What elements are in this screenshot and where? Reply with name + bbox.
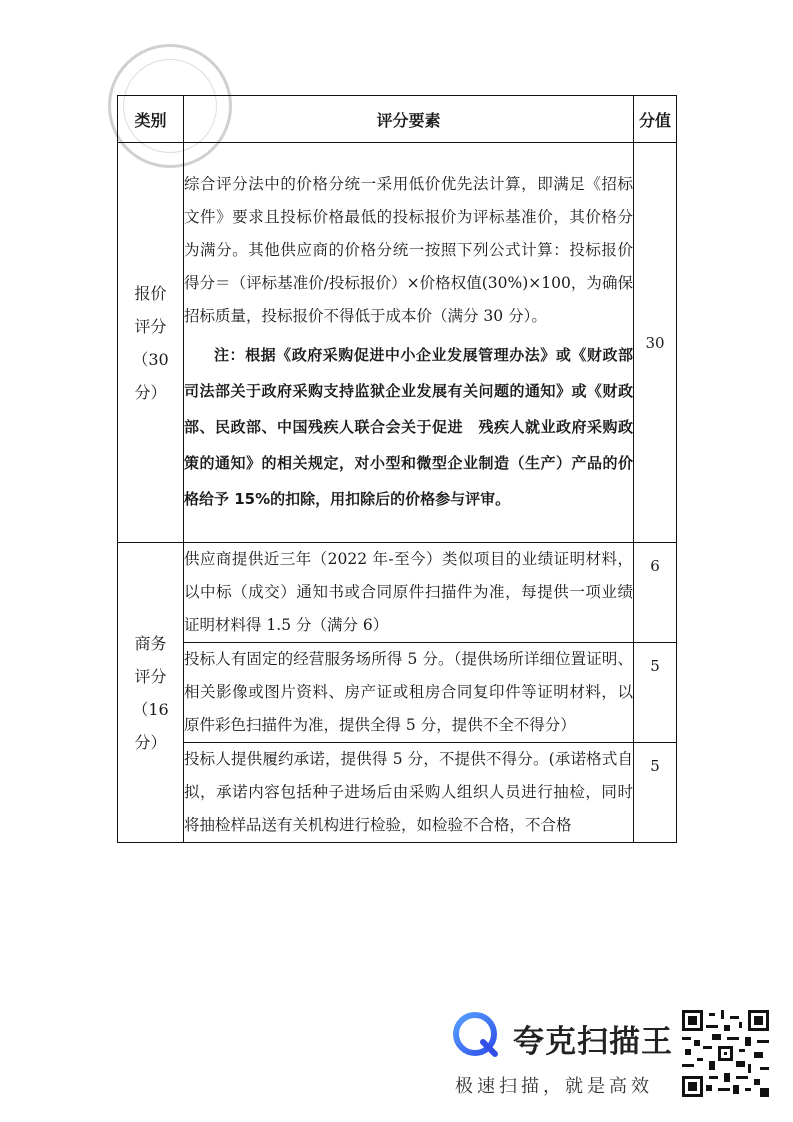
scanner-watermark xyxy=(453,1012,681,1102)
header-elements: 评分要素 xyxy=(184,96,634,143)
business-row-2 xyxy=(118,643,677,743)
price-category xyxy=(118,143,184,543)
price-category-line: （30 xyxy=(132,349,169,369)
brand-slogan: 极速扫描，就是高效 xyxy=(455,1076,653,1097)
header-value: 分值 xyxy=(634,96,677,143)
business-row-1 xyxy=(118,543,677,643)
business-category-line: 商务 xyxy=(134,633,167,653)
price-note-text: 注：根据《政府采购促进中小企业发展管理办法》或《财政部 司法部关于政府采购支持监狱企业发展有关问题的通知》或《财政部、民政部、中国残疾人联合会关于促进 残疾人就业政府采购政策的通知》的相关规定，对小型和微型企业制造（生产）产品的价格给予 15%的扣除，用扣除后的价格参与评审。 xyxy=(184,346,649,508)
business-category xyxy=(118,543,184,843)
price-value: 30 xyxy=(634,143,677,543)
business-category-line: （16 xyxy=(132,699,169,719)
business-category-line: 分） xyxy=(134,732,167,752)
price-category-line: 分） xyxy=(134,382,167,402)
brand-name: 夸克扫描王 xyxy=(513,1024,673,1060)
price-elements xyxy=(184,143,649,543)
business-category-line: 评分 xyxy=(134,666,167,686)
price-rule-text: 综合评分法中的价格分统一采用低价优先法计算，即满足《招标文件》要求且投标价格最低的投标报价为评标基准价，其价格分为满分。其他供应商的价格分统一按照下列公式计算：投标报价得分＝（评标基准价/投标报价）×价格权值(30%)×100，为确保招标质量，投标报价不得低于成本价（满分 30 分）。 xyxy=(184,175,633,325)
qr-code-icon xyxy=(682,1010,769,1097)
business-item-1-text: 供应商提供近三年（2022 年-至今）类似项目的业绩证明材料，以中标（成交）通知书或合同原件扫描件为准，每提供一项业绩证明材料得 1.5 分（满分 6） xyxy=(184,543,634,643)
price-row xyxy=(118,143,677,543)
business-item-1-value: 6 xyxy=(634,543,677,643)
business-item-3-text: 投标人提供履约承诺，提供得 5 分，不提供不得分。(承诺格式自拟，承诺内容包括种子进场后由采购人组织人员进行抽检，同时将抽检样品送有关机构进行检验，如检验不合格，不合格 xyxy=(184,743,634,843)
price-note xyxy=(184,337,649,517)
business-row-3 xyxy=(118,743,677,843)
business-item-2-text: 投标人有固定的经营服务场所得 5 分。（提供场所详细位置证明、相关影像或图片资料、房产证或租房合同复印件等证明材料，以原件彩色扫描件为准，提供全得 5 分，提供不全不得分） xyxy=(184,643,634,743)
business-item-3-value: 5 xyxy=(634,743,677,843)
price-category-line: 评分 xyxy=(134,316,167,336)
business-item-2-value: 5 xyxy=(634,643,677,743)
quark-logo-icon xyxy=(453,1012,499,1058)
header-row xyxy=(118,96,677,143)
price-category-line: 报价 xyxy=(134,283,167,303)
header-category: 类别 xyxy=(118,96,184,143)
scoring-table xyxy=(117,95,677,843)
